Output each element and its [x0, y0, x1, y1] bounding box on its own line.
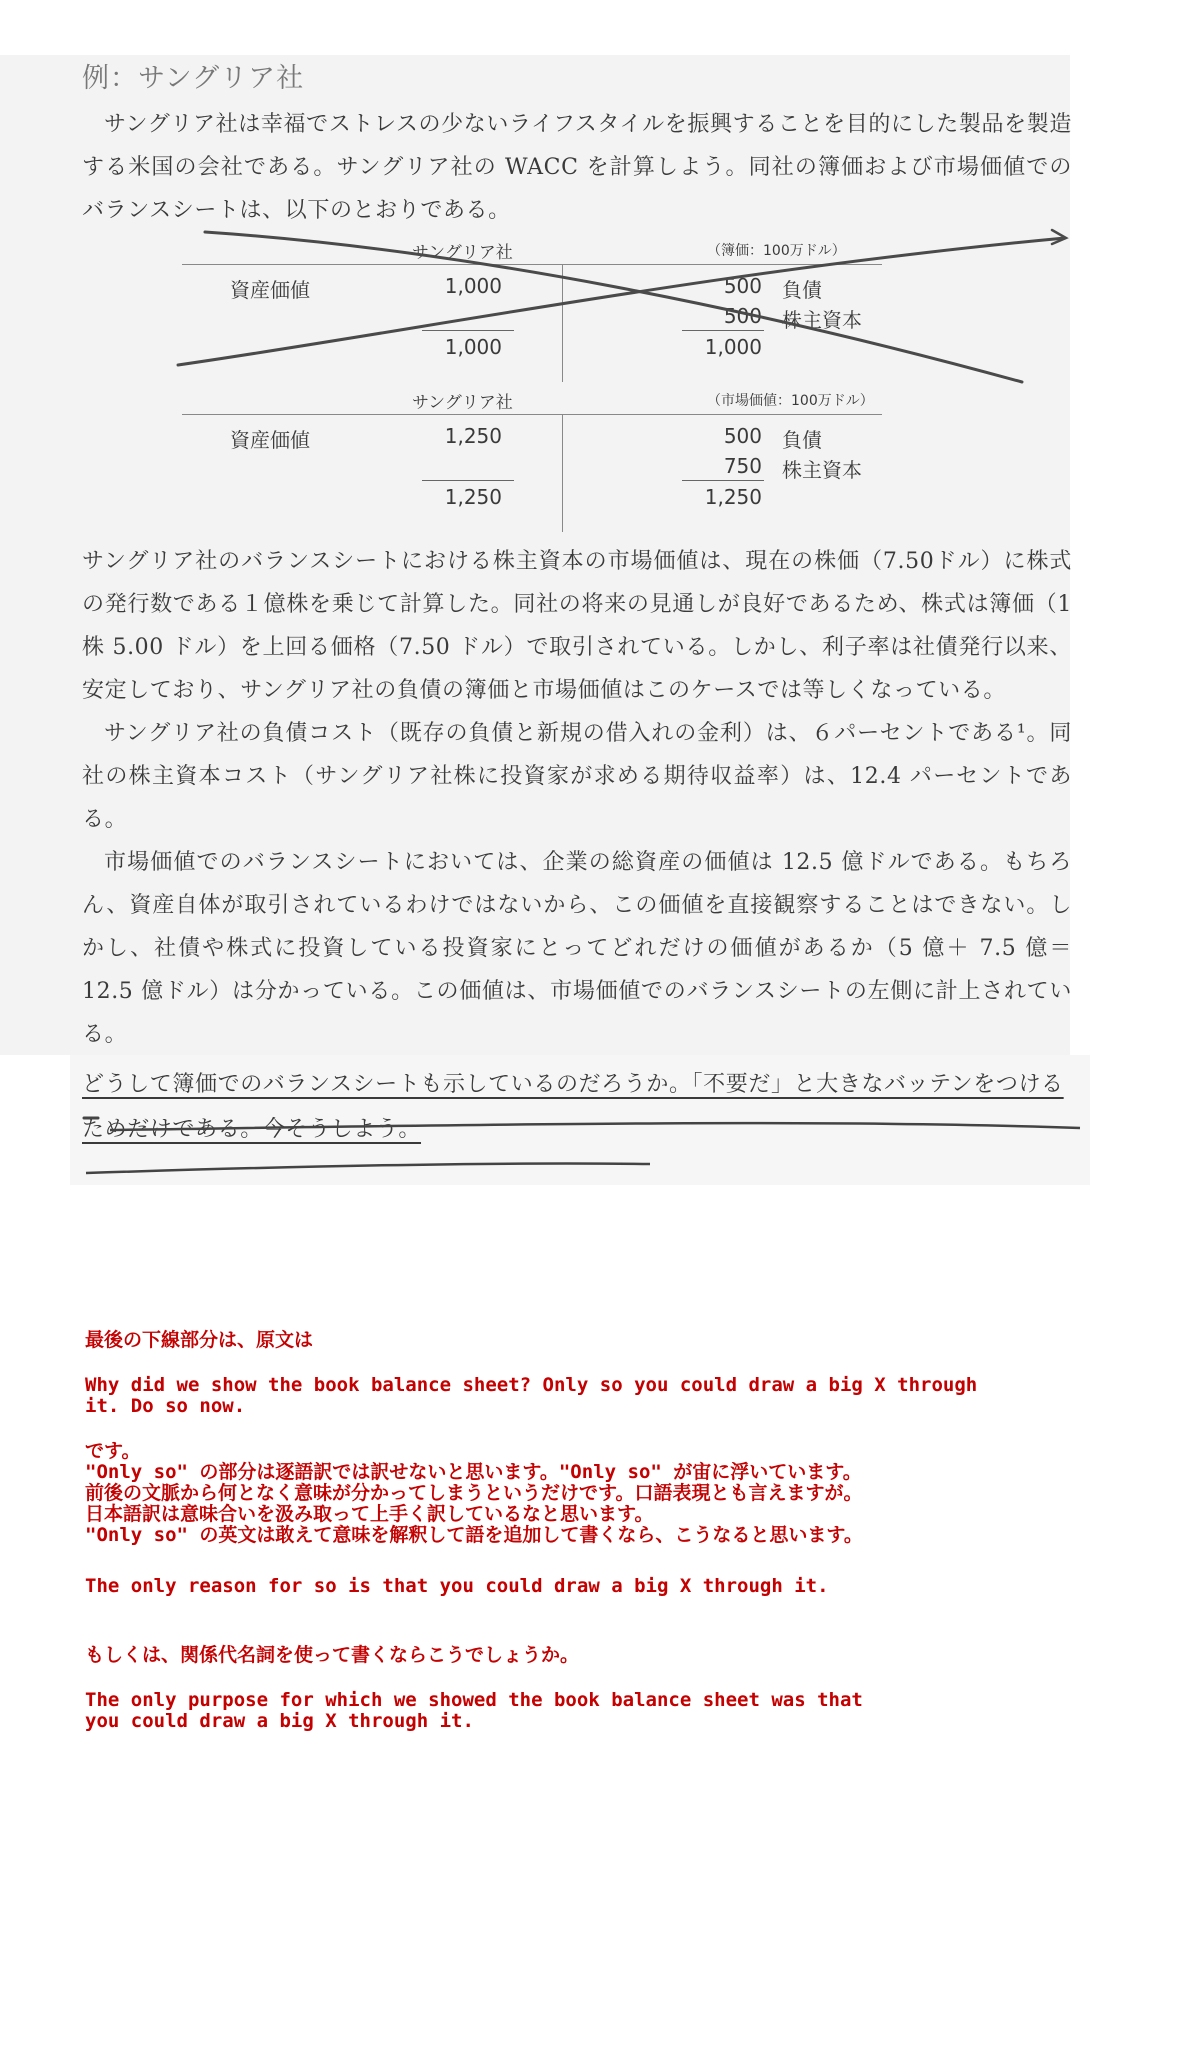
underlined-text: どうして簿価でのバランスシートも示しているのだろうか。「不要だ」と大きなバッテンをつけるためだけである。今そうしよう。	[82, 1072, 1064, 1142]
paragraph-total-assets: 市場価値でのバランスシートにおいては、企業の総資産の価値は 12.5 億ドルである。もちろん、資産自体が取引されているわけではないから、この価値を直接観察することはできない。しかし、社債や株式に投資している投資家にとってどれだけの価値があるか（5 億＋ 7.5 億＝ 12.5 億ドル）は分かっている。この価値は、市場価値でのバランスシートの左側に計上されている。	[82, 850, 1072, 1047]
sheet-top-rule	[182, 414, 882, 415]
market-value-balance-sheet	[82, 382, 1072, 532]
asset-sum-line	[422, 480, 514, 481]
section-heading: 例：サングリア社	[82, 63, 305, 94]
asset-label: 資産価値	[230, 428, 310, 452]
sheet-unit: （簿価：100万ドル）	[707, 243, 846, 259]
equity-value: 750	[723, 454, 762, 478]
note-rewrite-2: The only purpose for which we showed the book balance sheet was that you could draw a big X through it.	[85, 1689, 863, 1732]
asset-label: 資産価値	[230, 278, 310, 302]
sheet-title: サングリア社	[412, 243, 513, 263]
debt-value: 500	[723, 424, 762, 448]
sheet-title: サングリア社	[412, 393, 513, 413]
note-original-english: Why did we show the book balance sheet? Only so you could draw a big X through it. Do so now.	[85, 1374, 978, 1417]
note-desu: です。	[85, 1440, 141, 1462]
right-total: 1,250	[704, 485, 762, 509]
note-rewrite-1: The only reason for so is that you could draw a big X through it.	[85, 1575, 829, 1597]
right-sum-line	[682, 330, 764, 331]
textbook-excerpt	[82, 55, 1072, 1152]
sheet-divider	[562, 414, 563, 532]
paragraph-market-equity: サングリア社のバランスシートにおける株主資本の市場価値は、現在の株価（7.50ドル）に株式の発行数である１億株を乗じて計算した。同社の将来の見通しが良好であるため、株式は簿価（1 株 5.00 ドル）を上回る価格（7.50 ドル）で取引されている。しかし、利子率は社債発行以来、安定しており、サングリア社の負債の簿価と市場価値はこのケースでは等しくなっている。	[82, 549, 1072, 703]
intro-paragraph: サングリア社は幸福でストレスの少ないライフスタイルを振興することを目的にした製品を製造する米国の会社である。サングリア社の WACC を計算しよう。同社の簿価および市場価値でのバランスシートは、以下のとおりである。	[82, 112, 1072, 223]
debt-value: 500	[723, 274, 762, 298]
equity-label: 株主資本	[782, 458, 862, 482]
note-comment: "Only so" の部分は逐語訳では訳せないと思います。"Only so" が宙に浮いています。 前後の文脈から何となく意味が分かってしまうというだけです。口語表現とも言えますが。 日本語訳は意味合いを汲み取って上手く訳しているなと思います。 "Only so" の英文は敢えて意味を解釈して語を追加して書くなら、こうなると思います。	[85, 1461, 863, 1546]
debt-label: 負債	[782, 278, 822, 302]
debt-label: 負債	[782, 428, 822, 452]
asset-total: 1,000	[444, 335, 502, 359]
asset-total: 1,250	[444, 485, 502, 509]
underlined-closing-sentence	[82, 1062, 1072, 1152]
annotation-note	[85, 1330, 1105, 1732]
sheet-unit: （市場価値：100万ドル）	[707, 393, 874, 409]
equity-value: 500	[723, 304, 762, 328]
paragraph-cost-of-capital: サングリア社の負債コスト（既存の負債と新規の借入れの金利）は、６パーセントである¹。同社の株主資本コスト（サングリア社株に投資家が求める期待収益率）は、12.4 パーセントである。	[82, 721, 1072, 832]
sheet-divider	[562, 264, 563, 382]
asset-value: 1,000	[444, 274, 502, 298]
sheet-top-rule	[182, 264, 882, 265]
right-sum-line	[682, 480, 764, 481]
asset-value: 1,250	[444, 424, 502, 448]
book-value-balance-sheet	[82, 232, 1072, 382]
right-total: 1,000	[704, 335, 762, 359]
equity-label: 株主資本	[782, 308, 862, 332]
asset-sum-line	[422, 330, 514, 331]
note-alt-intro: もしくは、関係代名詞を使って書くならこうでしょうか。	[85, 1644, 580, 1666]
note-intro: 最後の下線部分は、原文は	[85, 1329, 314, 1351]
